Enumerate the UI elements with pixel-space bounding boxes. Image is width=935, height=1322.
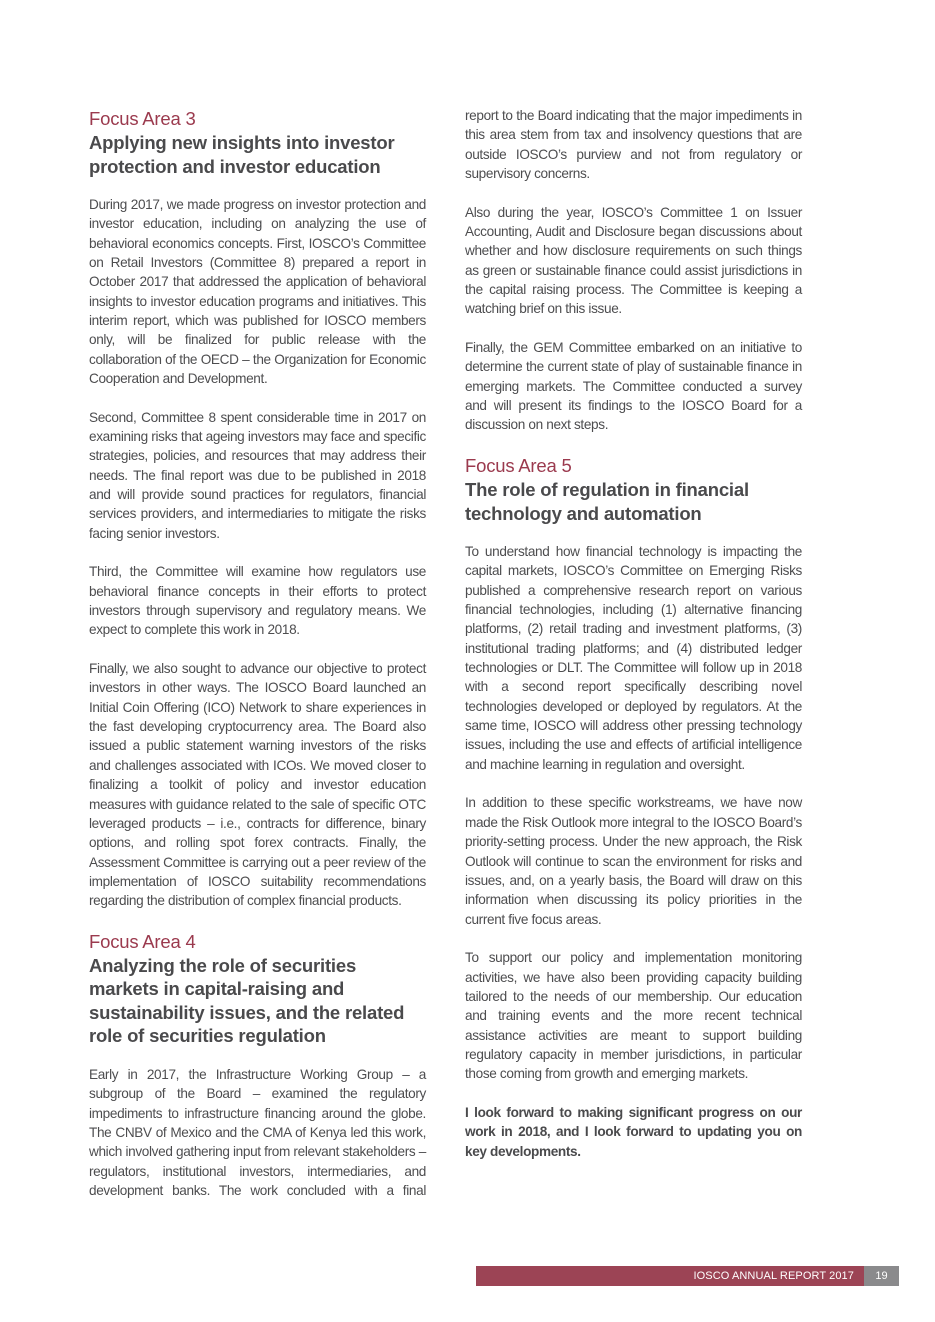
paragraph: Second, Committee 8 spent considerable time in 2017 on examining risks that ageing investors may face and specific strategies, policies, and resources that may address their needs. The final report was due to be published in 2018 and will provide sound practices for regulators, financial services providers, and intermediaries to mitigate the risks facing senior investors.	[89, 409, 426, 541]
focus-area-4-section	[89, 930, 426, 1200]
focus-area-4-continued	[465, 106, 802, 435]
focus-area-4-title: Analyzing the role of securities markets in capital-raising and sustainability issues, and the related role of securities regulation	[89, 954, 405, 1047]
paragraph: Also during the year, IOSCO’s Committee 1 on Issuer Accounting, Audit and Disclosure began discussions about whether and how disclosure requirements on such things as green or sustainable finance could assist jurisdictions in the capital raising process. The Committee is keeping a watching brief on this issue.	[465, 204, 802, 317]
focus-area-3-label: Focus Area 3	[89, 108, 196, 129]
paragraph: Finally, the GEM Committee embarked on an initiative to determine the current state of play of sustainable finance in emerging markets. The Committee conducted a survey and will present its findings to the IOSCO Board for a discussion on next steps.	[465, 340, 802, 433]
page-footer	[476, 1266, 899, 1286]
paragraph: During 2017, we made progress on investor protection and investor education, including on analyzing the use of behavioral economics concepts. First, IOSCO’s Committee on Retail Investors (Committee 8) prepared a report in October 2017 that addressed the application of behavioral insights to investor education programs and initiatives. This interim report, which was published for IOSCO members only, will be finalized for public release with the collaboration of the OECD – the Organization for Economic Cooperation and Development.	[89, 197, 426, 387]
paragraph: Finally, we also sought to advance our objective to protect investors in other ways. The IOSCO Board launched an Initial Coin Offering (ICO) Network to share experiences in the fast developing cryptocurrency area. The Board also issued a public statement warning investors of the risks and challenges associated with ICOs. We moved closer to finalizing a toolkit of policy and investor education measures with guidance related to the sale of specific OTC leveraged products – i.e., contracts for difference, binary options, and rolling spot forex contracts. Finally, the Assessment Committee is carrying out a peer review of the implementation of IOSCO suitability recommendations regarding the distribution of complex financial products.	[89, 661, 426, 909]
paragraph: In addition to these specific workstreams, we have now made the Risk Outlook more integral to the IOSCO Board’s priority-setting process. Under the new approach, the Risk Outlook will continue to scan the environment for risks and issues, and, on a yearly basis, the Board will draw on this information when discussing its policy priorities in the current five focus areas.	[465, 795, 802, 927]
focus-area-3-title: Applying new insights into investor protection and investor education	[89, 132, 395, 177]
focus-area-5-title: The role of regulation in financial technology and automation	[465, 479, 749, 524]
focus-area-4-label: Focus Area 4	[89, 930, 196, 952]
right-column	[465, 106, 802, 1180]
closing-statement: I look forward to making significant progress on our work in 2018, and I look forward to updating you on key developments.	[465, 1104, 802, 1159]
focus-area-5-label: Focus Area 5	[465, 455, 572, 477]
left-column	[89, 107, 426, 1220]
paragraph: Early in 2017, the Infrastructure Working Group – a subgroup of the Board – examined the regulatory impediments to infrastructure financing around the globe. The CNBV of Mexico and the CMA of Kenya led this work, which involved gathering input from relevant stakeholders – regulators, institutional investors, intermediaries, and development banks. The work concluded with a final	[89, 1066, 426, 1198]
paragraph: report to the Board indicating that the major impediments in this area stem from tax and insolvency questions that are outside IOSCO’s purview and not from regulatory or supervisory concerns.	[465, 108, 802, 182]
paragraph: To support our policy and implementation monitoring activities, we have also been providing capacity building tailored to the needs of our membership. Our education and training events and the more recent technical assistance activities are meant to support building regulatory capacity in member jurisdictions, in particular those coming from growth and emerging markets.	[465, 950, 802, 1082]
page-number: 19	[864, 1266, 899, 1286]
paragraph: Third, the Committee will examine how regulators use behavioral finance concepts in their efforts to protect investors through supervisory and regulatory means. We expect to complete this work in 2018.	[89, 564, 426, 638]
focus-area-5-section	[465, 454, 802, 1161]
footer-report-title: IOSCO ANNUAL REPORT 2017	[476, 1266, 864, 1286]
focus-area-3-section	[89, 107, 426, 911]
paragraph: To understand how financial technology is impacting the capital markets, IOSCO’s Committee on Emerging Risks published a comprehensive research report on various financial technologies, including (1) alternative financing platforms, (2) retail trading and investment platforms, (3) institutional trading platforms; and (4) distributed ledger technologies or DLT. The Committee will follow up in 2018 with a second report specifically describing novel technologies developed or deployed by regulators. At the same time, IOSCO will address other pressing technology issues, including the use and effects of artificial intelligence and machine learning in regulation and oversight.	[465, 544, 802, 772]
